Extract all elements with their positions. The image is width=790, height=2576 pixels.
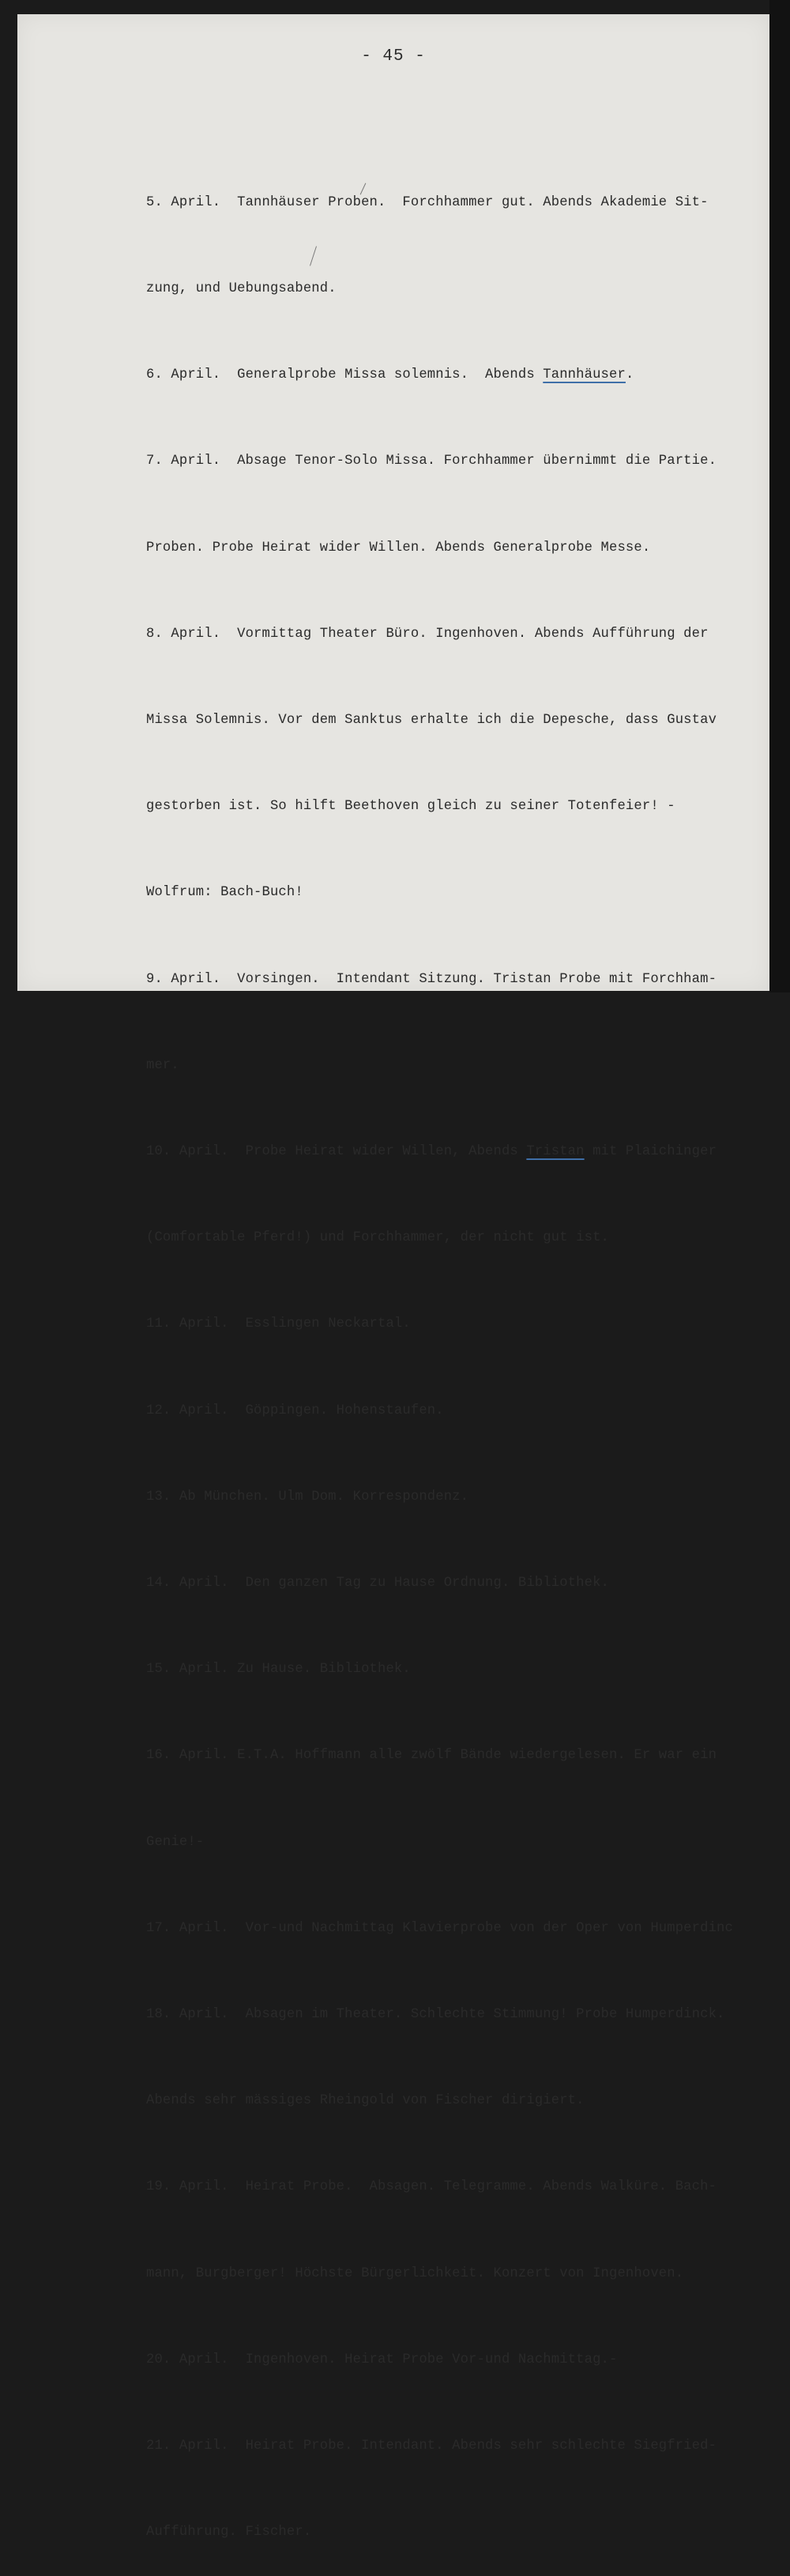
text-line: 21. April. Heirat Probe. Intendant. Abends sehr schlechte Siegfried- [146,2439,717,2454]
text-line: Genie!- [146,1834,205,1850]
text-line: 20. April. Ingenhoven. Heirat Probe Vor-und Nachmittag.- [146,2352,618,2367]
text-line: mer. [146,1057,179,1073]
text-line: Abends sehr mässiges Rheingold von Fischer dirigiert. [146,2093,585,2109]
text-line: 16. April. E.T.A. Hoffmann alle zwölf Bände wiedergelesen. Er war ein [146,1748,717,1764]
text-line: 11. April. Esslingen Neckartal. [146,1316,411,1332]
text-line: Proben. Probe Heirat wider Willen. Abends Generalprobe Messe. [146,540,651,555]
text-line: 13. Ab München. Ulm Dom. Korrespondenz. [146,1489,469,1505]
text-line-underlined [146,1138,758,1166]
text-line: 14. April. Den ganzen Tag zu Hause Ordnung. Bibliothek. [146,1576,609,1591]
text-line: 12. April. Göppingen. Hohenstaufen. [146,1403,444,1418]
text-line: zung, und Uebungsabend. [146,281,337,297]
line-text: mit Plaichinger [584,1144,717,1160]
text-line: mann, Burgberger! Höchste Bürgerlichkeit. Konzert von Ingenhoven. [146,2265,684,2281]
text-line: 18. April. Absagen im Theater. Schlechte Stimmung! Probe Humperdinck. [146,2007,725,2023]
page-number: - 45 - [361,47,426,66]
underlined-word-tannhaeuser: Tannhäuser [543,367,626,383]
text-line: 5. April. Tannhäuser Proben. Forchhammer gut. Abends Akademie Sit- [146,194,709,210]
text-line: 8. April. Vormittag Theater Büro. Ingenhoven. Abends Aufführung der [146,626,709,642]
text-line: Wolfrum: Bach-Buch! [146,885,303,901]
text-line: 19. April. Heirat Probe. Absagen. Telegramme. Abends Walküre. Bach- [146,2179,717,2195]
text-line: 9. April. Vorsingen. Intendant Sitzung. Tristan Probe mit Forchham- [146,971,717,987]
text-line: (Comfortable Pferd!) und Forchhammer, der nicht gut ist. [146,1230,609,1246]
line-text: . [625,367,634,383]
text-line: 7. April. Absage Tenor-Solo Missa. Forchhammer übernimmt die Partie. [146,454,717,469]
scan-border [769,0,790,992]
text-line: Missa Solemnis. Vor dem Sanktus erhalte ich die Depesche, dass Gustav [146,713,717,729]
text-line: 17. April. Vor-und Nachmittag Klavierprobe von der Oper von Humperdinc [146,1920,733,1936]
typed-diary-text [146,131,758,2576]
underlined-word-tristan: Tristan [526,1144,585,1160]
text-line: gestorben ist. So hilft Beethoven gleich zu seiner Totenfeier! - [146,799,675,815]
text-line: Aufführung. Fischer. [146,2525,312,2540]
text-line: 15. April. Zu Hause. Bibliothek. [146,1662,411,1678]
line-text: 10. April. Probe Heirat wider Willen, Abends [146,1144,527,1160]
text-line-underlined [146,361,758,390]
line-text: 6. April. Generalprobe Missa solemnis. Abends [146,367,544,383]
